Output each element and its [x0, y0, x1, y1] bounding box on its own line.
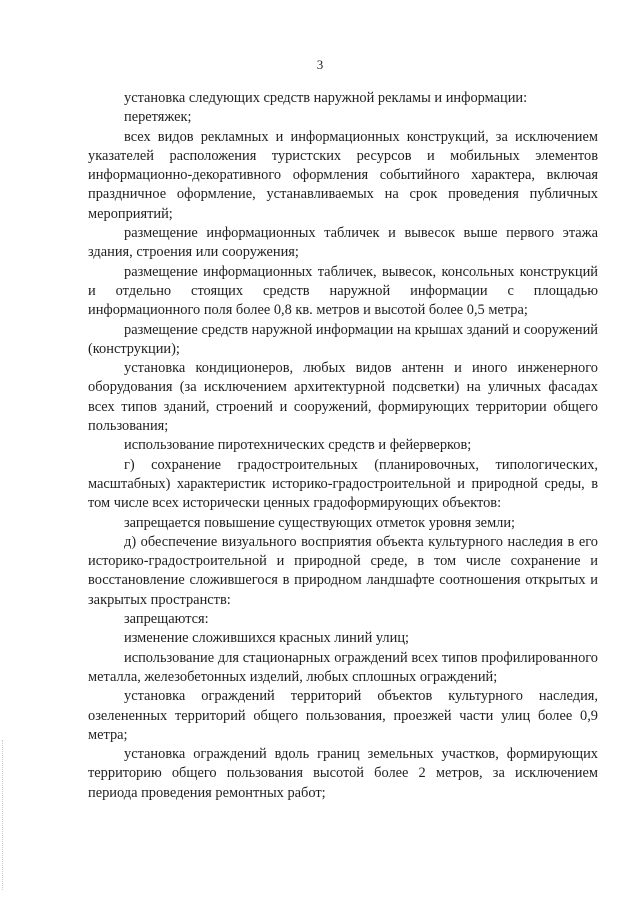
- paragraph: размещение информационных табличек и вывесок выше первого этажа здания, строения или сооружения;: [88, 225, 598, 261]
- paragraph: изменение сложившихся красных линий улиц;: [124, 630, 410, 647]
- paragraph: перетяжек;: [124, 109, 192, 126]
- paragraph: установка кондиционеров, любых видов антенн и иного инженерного оборудования (за исключением архитектурной подсветки) на уличных фасадах всех типов зданий, строений и сооружений, формирующих территории общего пользования;: [88, 360, 598, 435]
- page-number: 3: [316, 57, 324, 72]
- paragraph: установка ограждений территорий объектов культурного наследия, озелененных территорий общего пользования, проезжей части улиц более 0,9 метра;: [88, 688, 598, 743]
- paragraph: установка следующих средств наружной рекламы и информации:: [124, 90, 528, 106]
- paragraph: запрещается повышение существующих отметок уровня земли;: [124, 514, 516, 531]
- paragraph: использование пиротехнических средств и фейерверков;: [124, 437, 472, 454]
- paragraph: всех видов рекламных и информационных конструкций, за исключением указателей расположения туристских ресурсов и мобильных элементов информационно-декоративного оформления событийного характера, включая праздничное оформление, устанавливаемых на срок проведения публичных мероприятий;: [88, 128, 598, 222]
- paragraph: д) обеспечение визуального восприятия объекта культурного наследия в его историко-градостроительной и природной среде, в том числе сохранение и восстановление сложившегося в природном ландшафте соотношения открытых и закрытых пространств:: [88, 533, 598, 608]
- scan-edge-mark: [2, 740, 5, 890]
- paragraph: размещение средств наружной информации на крышах зданий и сооружений (конструкции);: [88, 321, 598, 357]
- paragraph: установка ограждений вдоль границ земельных участков, формирующих территорию общего пользования высотой более 2 метров, за исключением периода проведения ремонтных работ;: [88, 746, 598, 801]
- paragraph: использование для стационарных ограждений всех типов профилированного металла, железобетонных изделий, любых сплошных ограждений;: [88, 649, 598, 685]
- paragraph: г) сохранение градостроительных (планировочных, типологических, масштабных) характеристик историко-градостроительной и природной среды, в том числе всех исторически ценных градоформирующих объектов:: [88, 456, 598, 512]
- document-body: [88, 89, 598, 803]
- paragraph: размещение информационных табличек, вывесок, консольных конструкций и отдельно стоящих средств наружной информации с площадью информационного поля более 0,8 кв. метров и высотой более 0,5 метра;: [88, 263, 598, 319]
- paragraph: запрещаются:: [124, 611, 209, 628]
